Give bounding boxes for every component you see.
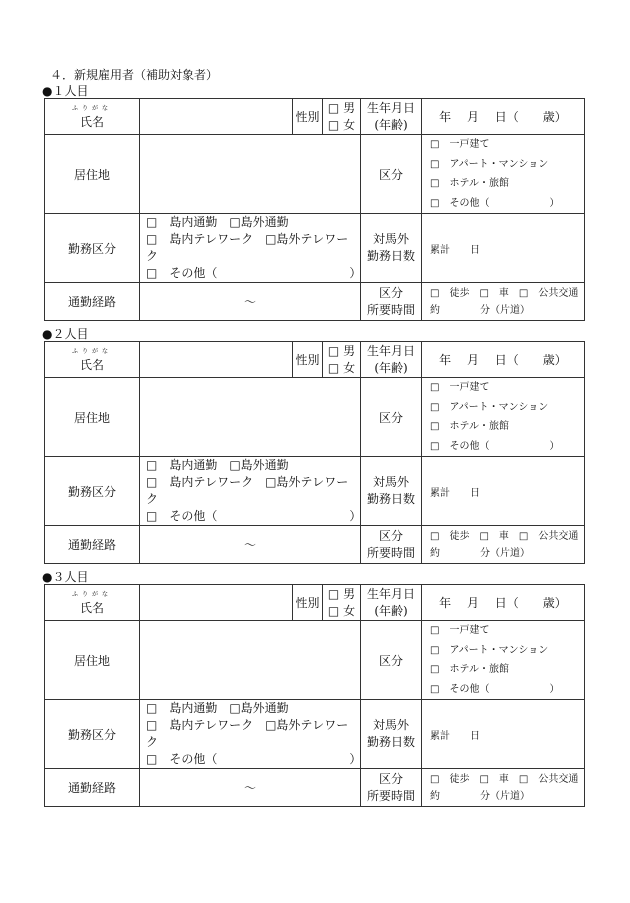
name-label: ふりがな 氏名 (45, 99, 140, 135)
outside-days-field[interactable]: 累計 日 (422, 457, 585, 526)
commute-time-label: 区分 所要時間 (361, 769, 422, 807)
work-option[interactable]: □ その他（ ） (146, 752, 362, 766)
housing-option[interactable]: □ その他（ ） (430, 683, 560, 695)
gender-options[interactable] (323, 342, 361, 378)
residence-label: 居住地 (45, 621, 140, 700)
commute-time-label: 区分 所要時間 (361, 283, 422, 321)
residence-field[interactable] (140, 621, 361, 700)
birth-label: 生年月日 (年齢) (361, 342, 422, 378)
housing-option[interactable]: □ アパート・マンション (430, 401, 549, 413)
transport-options[interactable]: □ 徒歩 □ 車 □ 公共交通 (430, 287, 579, 299)
housing-category-label: 区分 (361, 621, 422, 700)
birth-label: 生年月日 (年齢) (361, 585, 422, 621)
commute-time-label: 区分 所要時間 (361, 526, 422, 564)
person-heading: ●３人目 (42, 570, 89, 584)
outside-days-field[interactable]: 累計 日 (422, 700, 585, 769)
housing-option[interactable]: □ 一戸建て (430, 382, 490, 393)
housing-option[interactable]: □ その他（ ） (430, 197, 560, 209)
person-block (44, 568, 585, 807)
work-option[interactable]: □ 島内通勤 □島外通勤 (146, 701, 289, 715)
female-checkbox[interactable]: □ 女 (327, 603, 356, 618)
housing-option[interactable]: □ 一戸建て (430, 625, 490, 636)
commute-route-field[interactable]: ～ (140, 283, 361, 321)
work-category-label: 勤務区分 (45, 700, 140, 769)
work-option[interactable]: □ 島内テレワーク □島外テレワーク (146, 475, 349, 506)
gender-label: 性別 (293, 342, 323, 378)
housing-category-label: 区分 (361, 378, 422, 457)
person-heading: ●２人目 (42, 327, 89, 341)
work-option[interactable]: □ 島内テレワーク □島外テレワーク (146, 232, 349, 263)
section-title: ４．新規雇用者（補助対象者） (50, 68, 219, 82)
outside-days-label: 対馬外 勤務日数 (361, 214, 422, 283)
birth-field[interactable]: 年 月 日（ 歳） (422, 342, 585, 378)
commute-time-field[interactable] (422, 283, 585, 321)
housing-option[interactable]: □ ホテル・旅館 (430, 664, 509, 675)
gender-options[interactable] (323, 99, 361, 135)
name-field[interactable] (140, 342, 293, 378)
commute-time-field[interactable] (422, 526, 585, 564)
housing-option[interactable]: □ アパート・マンション (430, 644, 549, 656)
residence-label: 居住地 (45, 135, 140, 214)
housing-options (422, 621, 585, 700)
person-table (44, 98, 585, 321)
name-label: ふりがな 氏名 (45, 585, 140, 621)
commute-route-field[interactable]: ～ (140, 769, 361, 807)
person-block (44, 325, 585, 564)
person-table (44, 341, 585, 564)
work-option[interactable]: □ その他（ ） (146, 266, 362, 280)
housing-option[interactable]: □ ホテル・旅館 (430, 178, 509, 189)
work-option[interactable]: □ 島内テレワーク □島外テレワーク (146, 718, 349, 749)
name-field[interactable] (140, 99, 293, 135)
outside-days-label: 対馬外 勤務日数 (361, 700, 422, 769)
commute-route-label: 通勤経路 (45, 769, 140, 807)
gender-label: 性別 (293, 99, 323, 135)
residence-label: 居住地 (45, 378, 140, 457)
housing-options (422, 378, 585, 457)
housing-option[interactable]: □ 一戸建て (430, 139, 490, 150)
work-options (140, 457, 361, 526)
housing-category-label: 区分 (361, 135, 422, 214)
transport-options[interactable]: □ 徒歩 □ 車 □ 公共交通 (430, 773, 579, 785)
name-field[interactable] (140, 585, 293, 621)
duration-field[interactable]: 約 分（片道） (430, 790, 530, 802)
work-category-label: 勤務区分 (45, 457, 140, 526)
work-options (140, 700, 361, 769)
male-checkbox[interactable]: □ 男 (327, 586, 356, 601)
birth-field[interactable]: 年 月 日（ 歳） (422, 585, 585, 621)
commute-route-field[interactable]: ～ (140, 526, 361, 564)
housing-options (422, 135, 585, 214)
residence-field[interactable] (140, 135, 361, 214)
duration-field[interactable]: 約 分（片道） (430, 547, 530, 559)
housing-option[interactable]: □ ホテル・旅館 (430, 421, 509, 432)
commute-route-label: 通勤経路 (45, 283, 140, 321)
duration-field[interactable]: 約 分（片道） (430, 304, 530, 316)
work-option[interactable]: □ その他（ ） (146, 509, 362, 523)
birth-field[interactable]: 年 月 日（ 歳） (422, 99, 585, 135)
female-checkbox[interactable]: □ 女 (327, 360, 356, 375)
outside-days-field[interactable]: 累計 日 (422, 214, 585, 283)
gender-options[interactable] (323, 585, 361, 621)
transport-options[interactable]: □ 徒歩 □ 車 □ 公共交通 (430, 530, 579, 542)
female-checkbox[interactable]: □ 女 (327, 117, 356, 132)
work-option[interactable]: □ 島内通勤 □島外通勤 (146, 215, 289, 229)
outside-days-label: 対馬外 勤務日数 (361, 457, 422, 526)
male-checkbox[interactable]: □ 男 (327, 100, 356, 115)
commute-route-label: 通勤経路 (45, 526, 140, 564)
birth-label: 生年月日 (年齢) (361, 99, 422, 135)
name-label: ふりがな 氏名 (45, 342, 140, 378)
housing-option[interactable]: □ その他（ ） (430, 440, 560, 452)
work-options (140, 214, 361, 283)
commute-time-field[interactable] (422, 769, 585, 807)
gender-label: 性別 (293, 585, 323, 621)
person-heading: ●１人目 (42, 84, 89, 98)
residence-field[interactable] (140, 378, 361, 457)
person-block (44, 82, 585, 321)
person-table (44, 584, 585, 807)
work-option[interactable]: □ 島内通勤 □島外通勤 (146, 458, 289, 472)
housing-option[interactable]: □ アパート・マンション (430, 158, 549, 170)
male-checkbox[interactable]: □ 男 (327, 343, 356, 358)
work-category-label: 勤務区分 (45, 214, 140, 283)
